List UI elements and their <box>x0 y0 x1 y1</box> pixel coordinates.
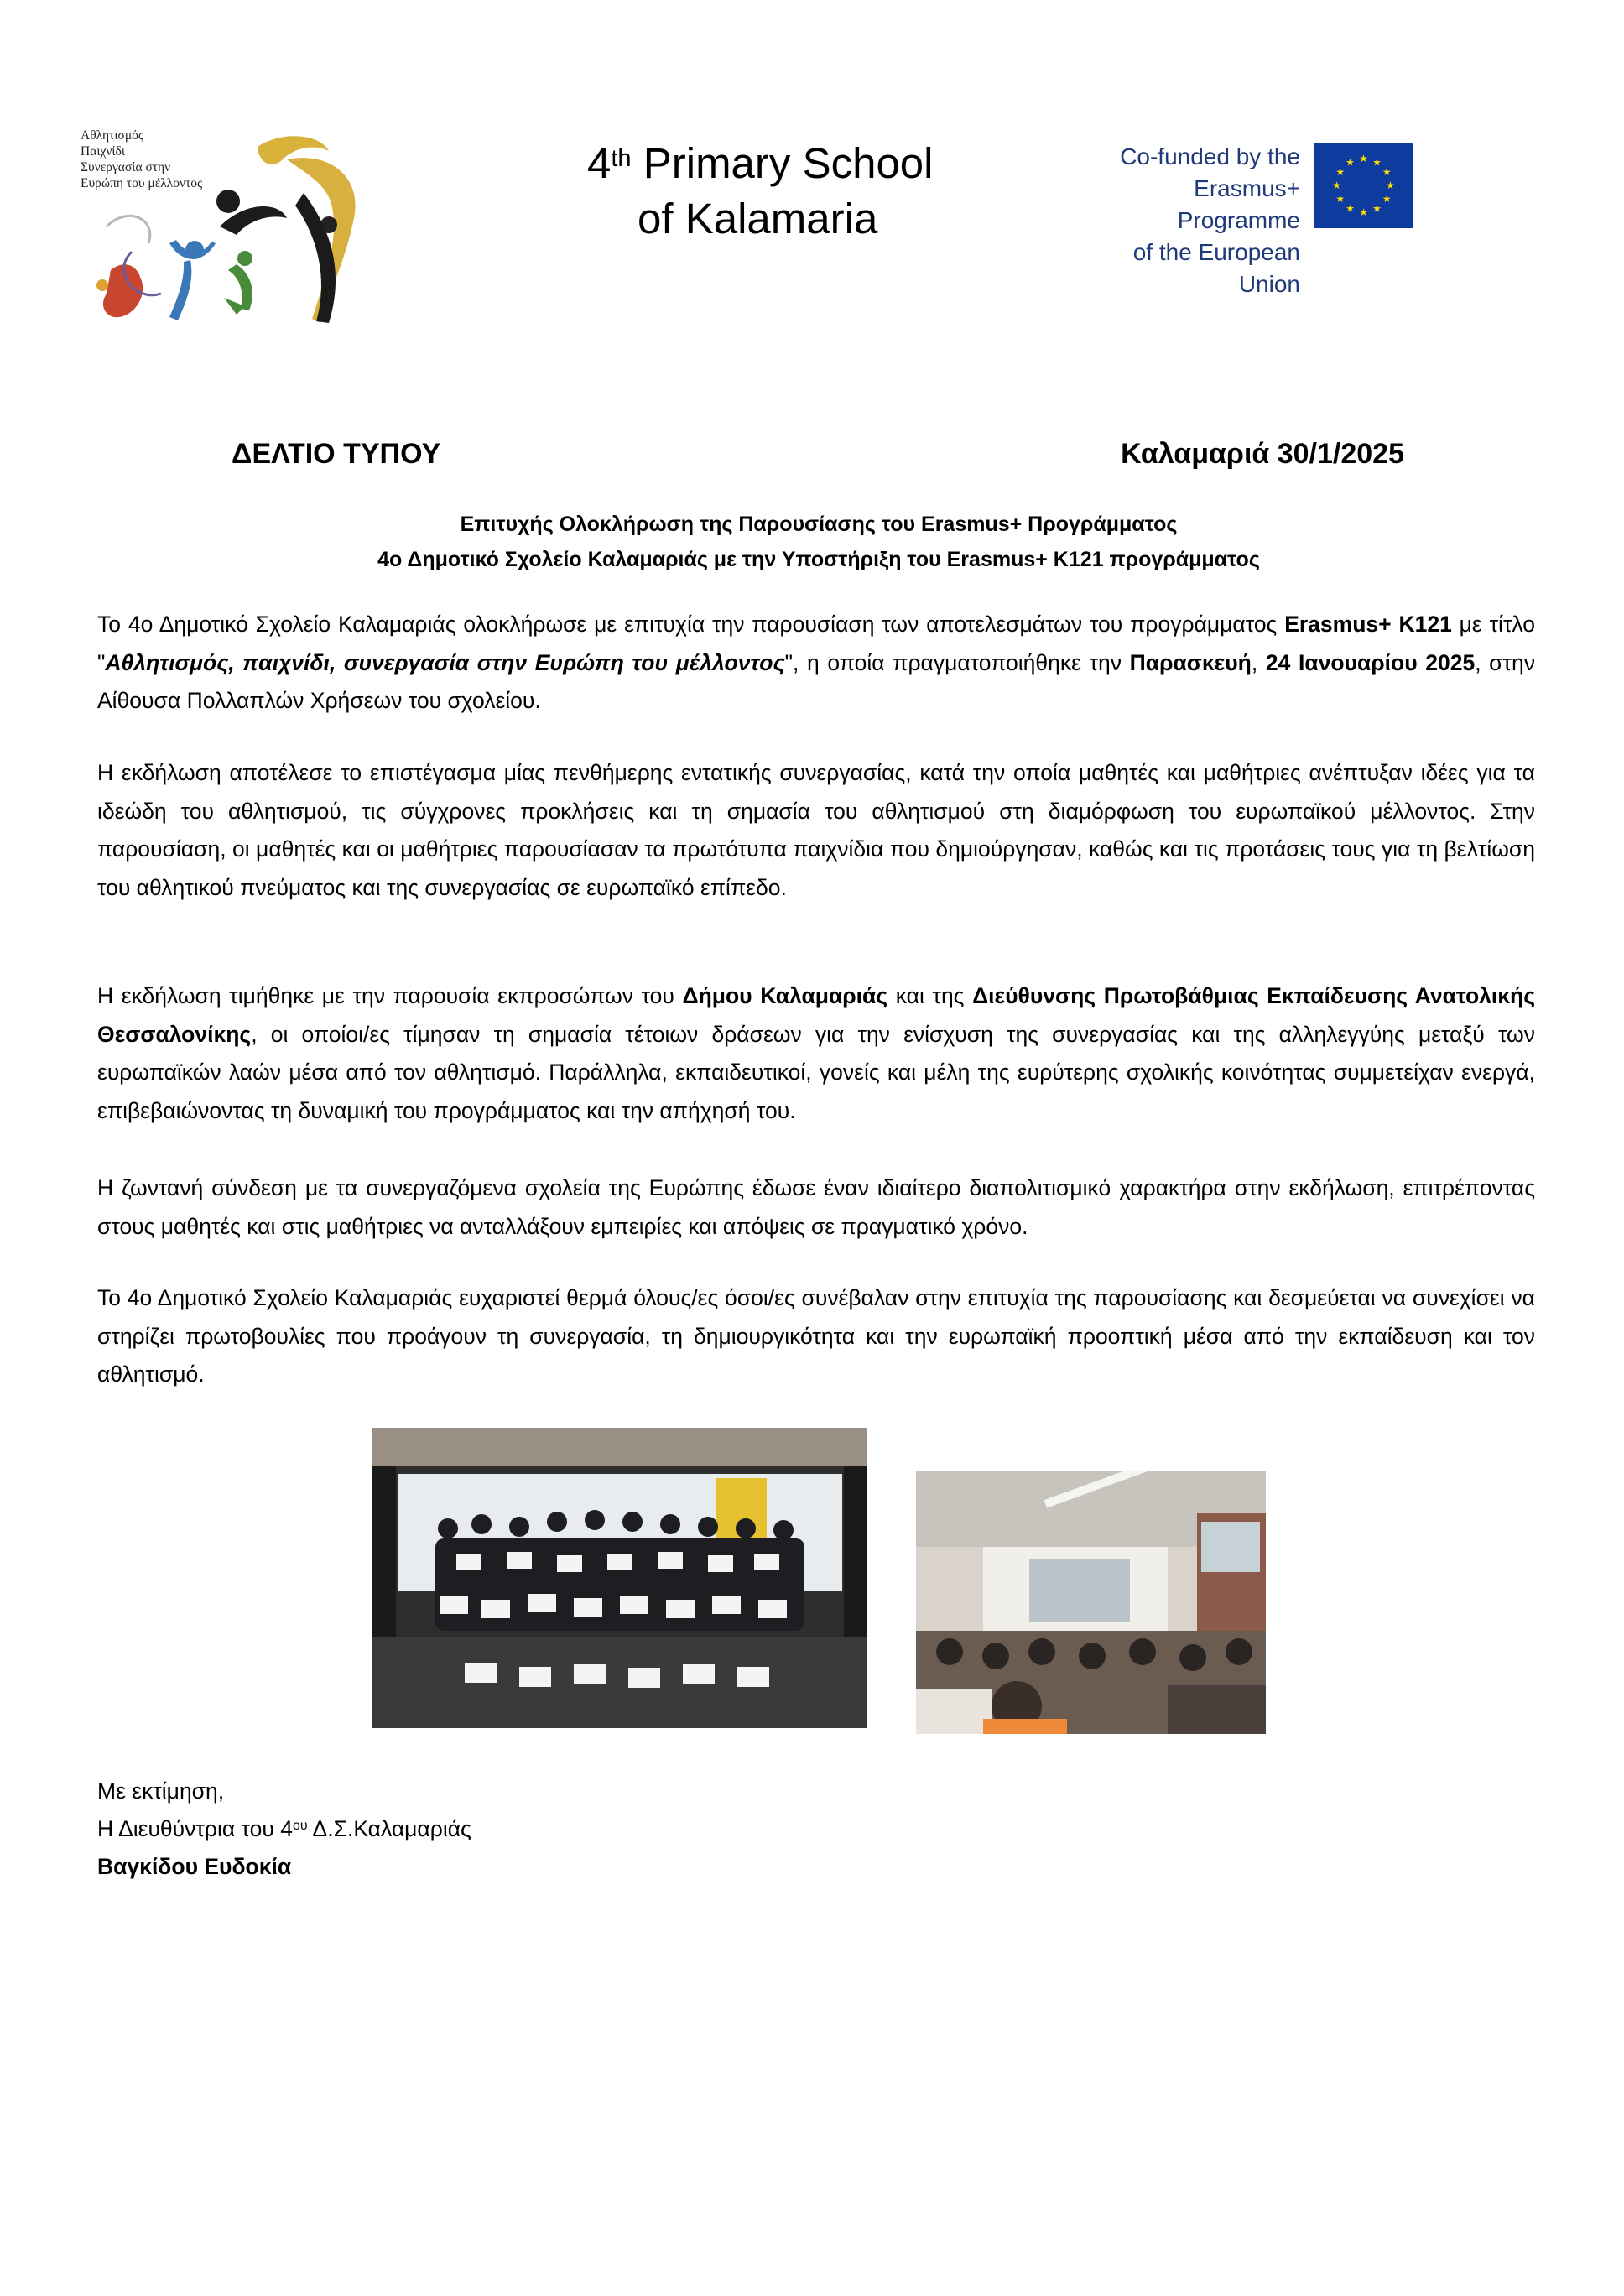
paragraph-1: Το 4ο Δημοτικό Σχολείο Καλαμαριάς ολοκλήρωσε με επιτυχία την παρουσίαση των αποτελεσμάτων του προγράμματος Erasmus+ K121 με τίτλο "Αθλητισμός, παιχνίδι, συνεργασία στην Ευρώπη του μέλλοντος", η οποία πραγματοποιήθηκε την Παρασκευή, 24 Ιανουαρίου 2025, στην Αίθουσα Πολλαπλών Χρήσεων του σχολείου. <box>97 612 1535 713</box>
project-logo <box>77 126 371 331</box>
eu-star-icon: ★ <box>1346 202 1355 215</box>
paragraph-3: Η εκδήλωση τιμήθηκε με την παρουσία εκπροσώπων του Δήμου Καλαμαριάς και της Διεύθυνσης Πρωτοβάθμιας Εκπαίδευσης Ανατολικής Θεσσαλονίκης, οι οποίοι/ες τίμησαν τη σημασία τέτοιων δράσεων για την ενίσχυση της συνεργασίας και της αλληλεγγύης μεταξύ των ευρωπαϊκών λαών μέσα από τον αθλητισμό. Παράλληλα, εκπαιδευτικοί, γονείς και μέλη της ευρύτερης σχολικής κοινότητας συμμετείχαν ενεργά, επιβεβαιώνοντας τη δυναμική του προγράμματος και την απήχησή του. <box>97 983 1535 1123</box>
group-photo-students <box>372 1428 867 1728</box>
document-subtitle <box>97 507 1540 577</box>
eu-star-icon: ★ <box>1359 206 1368 218</box>
eu-star-icon: ★ <box>1335 166 1346 178</box>
press-release-label: ΔΕΛΤΙΟ ΤΥΠΟΥ <box>232 438 441 470</box>
eu-star-icon: ★ <box>1386 180 1395 191</box>
eu-star-icon: ★ <box>1372 156 1382 169</box>
erasmus-cofunded-text: Co-funded by the Erasmus+ Programme of the European Union <box>1120 143 1300 297</box>
audience-photo-presentation <box>916 1471 1266 1734</box>
paragraph-5: Το 4ο Δημοτικό Σχολείο Καλαμαριάς ευχαριστεί θερμά όλους/ες όσοι/ες συνέβαλαν στην επιτυχία της παρουσίασης και δεσμεύεται να συνεχίσει να στηρίζει πρωτοβουλίες που προάγουν τη συνεργασία, τη δημιουργικότητα και την ευρωπαϊκή προοπτική μέσα από την εκπαίδευση και τον αθλητισμό. <box>97 1285 1535 1387</box>
subtitle-line-2: 4ο Δημοτικό Σχολείο Καλαμαριάς με την Υποστήριξη του Erasmus+ Κ121 προγράμματος <box>377 548 1260 571</box>
eu-star-icon: ★ <box>1359 153 1368 164</box>
eu-star-icon: ★ <box>1382 193 1392 205</box>
paragraph-4: Η ζωντανή σύνδεση με τα συνεργαζόμενα σχολεία της Ευρώπης έδωσε έναν ιδιαίτερο διαπολιτισμικό χαρακτήρα στην εκδήλωση, επιτρέποντας στους μαθητές και στις μαθήτριες να ανταλλάξουν εμπειρίες και απόψεις σε πραγματικό χρόνο. <box>97 1175 1535 1239</box>
eu-star-icon: ★ <box>1372 202 1382 215</box>
school-title: 4th Primary School of Kalamaria <box>587 139 934 242</box>
signatory-role: Η Διευθύντρια του $4^{o\upsilon}$ Δ.Σ.Καλαμαριάς <box>97 1816 471 1841</box>
eu-star-icon: ★ <box>1332 180 1341 191</box>
eu-star-icon: ★ <box>1335 193 1346 205</box>
eu-star-icon: ★ <box>1346 156 1355 169</box>
subtitle-line-1: Επιτυχής Ολοκλήρωση της Παρουσίασης του Erasmus+ Προγράμματος <box>460 513 1178 536</box>
signatory-name: Βαγκίδου Ευδοκία <box>97 1854 292 1879</box>
document-date: Καλαμαριά 30/1/2025 <box>1121 438 1404 470</box>
paragraph-2: Η εκδήλωση αποτέλεσε το επιστέγασμα μίας πενθήμερης εντατικής συνεργασίας, κατά την οποία μαθητές και μαθήτριες ανέπτυξαν ιδέες για τα ιδεώδη του αθλητισμού, τις σύγχρονες προκλήσεις και τη σημασία του αθλητισμού στη διαμόρφωση του ευρωπαϊκού μέλλοντος. Στην παρουσίαση, οι μαθητές και οι μαθήτριες παρουσίασαν τα πρωτότυπα παιχνίδια που δημιούργησαν, καθώς και τις προτάσεις τους για τη βελτίωση του αθλητικού πνεύματος και της συνεργασίας σε ευρωπαϊκό επίπεδο. <box>97 760 1535 900</box>
closing-salutation: Με εκτίμηση, <box>97 1778 225 1804</box>
project-logo-text: Αθλητισμός Παιχνίδι Συνεργασία στην Ευρώπη του μέλλοντος <box>81 128 203 190</box>
eu-flag-icon <box>1314 143 1413 228</box>
erasmus-logo <box>1082 141 1434 297</box>
eu-star-icon: ★ <box>1382 166 1392 178</box>
